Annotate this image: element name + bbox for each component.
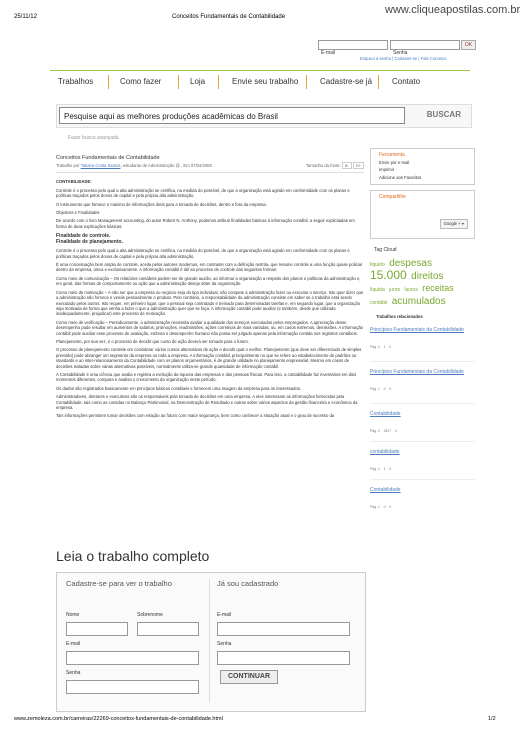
paragraph: O processo de planejamento consiste em considerar vários cursos alternativos de ação e decidir qual o melhor. Planejamento (que deve ser diferenciado de simples previsão) pode abranger um segmento da empresa ou toda a empresa. A informação contábil, principalmente no que se refere ao estabelecimento de padrões ou standards e ao inter-relacionamento da Contabilidade com os planos orçamentários, é de grande utilidade no planejamento empresarial. Mesmo em casos de decisões isoladas sobre várias alternativas possíveis, normalmente utiliza-se grande quantidade de informação contábil. [56, 347, 362, 369]
login-password-field[interactable] [217, 651, 350, 665]
password-label: Senha [66, 670, 81, 676]
tag-cloud [370, 247, 475, 308]
finalidade-planejamento: Finalidade de planejamento. [56, 239, 123, 246]
sidebar [370, 148, 475, 517]
nav-divider [108, 75, 109, 89]
paragraph: Como meio de verificação – Periodicamente, a administração necessita avaliar a qualidade dos serviços executados pelos empregados. A apreciação desse desempenho pode resultar em aumentos de salários, promoções, readmissões, ações corretivas de mais variadas, ou, em casos extremos, demissões. A informação contábil pode auxiliar esse processo de avaliação, embora o desempenho humano não possa ser julgado apenas pela informação contida nos registros contábeis. [56, 319, 363, 336]
tools-title: Ferramenta [379, 152, 405, 158]
top-email-input[interactable]: E-mail [318, 40, 388, 50]
top-password-input[interactable]: Senha [390, 40, 460, 50]
article-heading: CONTABILIDADE: [56, 179, 92, 185]
related-item-title[interactable]: Contabilidade [370, 410, 401, 417]
tool-favorite[interactable]: Adicione aos Favoritos [379, 174, 422, 180]
divider [209, 579, 210, 703]
print-date: 25/11/12 [14, 14, 37, 20]
tag[interactable]: acumulados [391, 296, 446, 308]
paragraph: Controle é o processo pelo qual a alta administração se certifica, na medida do possível, de que a organização está agindo em conformidade com os planos e políticas traçados pelos donos de capital e pela própria alta administração. [56, 187, 350, 199]
ok-button[interactable]: OK [461, 40, 476, 50]
search-button[interactable]: BUSCAR [426, 110, 461, 119]
related-item[interactable]: contabilidade Pág. 1 1 0 [370, 449, 475, 480]
login-password-label: Senha [217, 641, 232, 647]
finalidade-controle: Finalidade de controle. [56, 233, 111, 240]
paragraph: Como meio de motivação – A não ser que a empresa ou negócio seja do tipo individual, não compete à administração fazer ou executar o serviço. Isto quer dizer que a administração não fornece e vende pessoalmente o produto. Pelo contrário, a responsabilidade da administração consiste em saber se o trabalho está sendo executado pelos outros. Isto requer, em primeiro lugar, que o pessoal seja contratado e treinado para determinadas tarefas e, em segundo lugar, que a organização seja motivada de forma que venha a fazer o que a administração quer que se faça. A informação contábil pode auxiliar (e também, desde que utilizada inadequadamente, prejudicar) este processo de motivação. [56, 289, 364, 317]
nav-divider [178, 75, 179, 89]
related-item[interactable]: Princípios Fundamentais da Contabilidade Pág. 1 1 0 [370, 327, 475, 362]
tag[interactable]: contábil [370, 300, 388, 307]
signup-title: Cadastre-se para ver o trabalho [66, 579, 172, 588]
related-item-title[interactable]: contabilidade [370, 448, 400, 455]
forgot-link[interactable]: Esqueci a senha [360, 56, 391, 61]
paragraph: É uma conceituação bem ampla de controle, aceita pelos autores modernos, em contraste com a definição restrita, que resume controle a uma função quase policial dentro da empresa, única e exclusivamente. A informação contábil é útil ao processo de controle das seguintes formas: [56, 262, 362, 273]
google-plus-button[interactable]: Google + ▾ [440, 219, 468, 228]
related-item[interactable]: Contabilidade Pág. 1 0 0 [370, 487, 475, 517]
password-field[interactable] [66, 680, 199, 694]
paragraph: Controle é o processo pelo qual a alta administração se certifica, na medida do possível, de que a organização está agindo em conformidade com os planos e políticas traçados pelos donos de capital e pela própria alta administração. [56, 248, 350, 259]
login-email-label: E-mail [217, 612, 232, 618]
advanced-search-link[interactable]: Fazer busca avançada [68, 135, 119, 141]
article-title: Conceitos Fundamentais de Contabilidade [56, 155, 160, 161]
read-title: Leia o trabalho completo [56, 548, 210, 564]
print-page: 1/2 [488, 716, 496, 722]
nav-divider [378, 75, 379, 89]
paragraph: De acordo com o livro Management accounting, do autor Robert N. Anthony, podemos atribuir finalidades básicas à informação contábil, a seguir explicitadas em forma de duas explicações básicas: [56, 218, 355, 229]
tool-email[interactable]: Envie por e-mail [379, 160, 410, 165]
nav-item-loja[interactable]: Loja [190, 77, 206, 86]
article-body [56, 172, 364, 418]
tag[interactable]: líquida [370, 287, 385, 294]
article [56, 155, 364, 419]
tag[interactable]: direitos [411, 271, 444, 283]
paragraph: Objetivos e Finalidades [56, 210, 100, 216]
related-item-title[interactable]: Princípios Fundamentais da Contabilidade [370, 326, 464, 333]
tag-cloud-list [370, 257, 475, 308]
search-bar [56, 104, 472, 128]
tools-box [370, 148, 475, 185]
related-item[interactable]: Princípios Fundamentais da Contabilidade Pág. 1 0 0 [370, 369, 475, 404]
chevron-down-icon: ▾ [461, 221, 464, 227]
nav-item-envie[interactable]: Envie seu trabalho [232, 77, 299, 86]
article-byline: Trabalho por Tatiana Costa Santos, estudante de Administração @ , Em 07/04/2005 Tamanho da fonte: a- A+ [56, 163, 364, 168]
nav-divider [306, 75, 307, 89]
print-url: www.zemoleza.com.br/carreiras/22269-conceitos-fundamentais-de-contabilidade.html [14, 716, 223, 722]
watermark: www.cliqueapostilas.com.br [385, 4, 520, 16]
tag[interactable]: juros [389, 287, 401, 294]
tag[interactable]: lucros [404, 287, 418, 294]
nav-item-como-fazer[interactable]: Como fazer [120, 77, 162, 86]
contact-link[interactable]: Fale Conosco [420, 56, 447, 61]
related-works [370, 314, 475, 516]
related-item-title[interactable]: Princípios Fundamentais da Contabilidade [370, 368, 464, 375]
login-title: Já sou cadastrado [217, 579, 279, 588]
main-nav [50, 70, 470, 95]
nav-divider [218, 75, 219, 89]
surname-field[interactable] [137, 622, 199, 636]
related-item-title[interactable]: Contabilidade [370, 486, 401, 493]
nav-item-contato[interactable]: Contato [392, 77, 421, 86]
font-increase-button[interactable]: A+ [353, 162, 364, 169]
login-email-field[interactable] [217, 622, 350, 636]
font-size-controls: Tamanho da fonte: a- A+ [306, 163, 364, 168]
signup-link[interactable]: Cadastre-se [394, 56, 418, 61]
search-input[interactable]: Pesquise aqui as melhores produções acadêmicas do Brasil [59, 107, 405, 124]
tag[interactable]: líquido [370, 262, 385, 269]
share-title: Compartilhe [379, 194, 406, 201]
continue-button[interactable]: CONTINUAR [220, 670, 278, 684]
paragraph: Tais informações permitem tomar decisões com relação ao futuro com maior segurança, bem como conhecer a situação atual e o grau de sucesso da [56, 413, 335, 419]
print-title: Conceitos Fundamentais de Contabilidade [172, 14, 286, 20]
read-box [56, 572, 366, 712]
paragraph: Administradores, diretores e executivos são os responsáveis pela tomada de decisões em uma empresa. A eles interessam as informações fornecidas pela Contabilidade, tais como as contidas no Balanço Patrimonial, na Demonstração de Resultado e outras sobre vários aspectos da gestão financeira e econômica da empresa. [56, 394, 358, 410]
tag[interactable]: receitas [422, 283, 454, 294]
name-field[interactable] [66, 622, 128, 636]
font-decrease-button[interactable]: a- [342, 162, 352, 169]
tag-cloud-title: Tag Cloud [374, 247, 397, 254]
nav-item-cadastre[interactable]: Cadastre-se já [320, 77, 373, 86]
email-label: E-mail [66, 641, 81, 647]
share-box [370, 190, 475, 239]
paragraph: O instrumento que fornece o máximo de informações úteis para a tomada de decisões, dentro e fora da empresa. [56, 201, 267, 207]
email-field[interactable] [66, 651, 199, 665]
related-title: Trabalhos relacionados [376, 314, 423, 320]
paragraph: Os dados são registrados basicamente em princípios básicos contábeis e fornecem uma imagem da empresa para os interessados. [56, 385, 302, 391]
paragraph: Como meio de comunicação – Os relatórios contábeis podem ser de grande auxílio, ao informar a organização a respeito dos planos e políticas da administração e, em geral, das formas de comportamento ou ação que a administração deseja obter da organização. [56, 275, 361, 287]
paragraph: Planejamento, por sua vez, é o processo de decidir que curso de ação deverá ser tomado para o futuro. [56, 338, 249, 344]
tool-print[interactable]: Imprimir [379, 167, 395, 173]
name-label: Nome [66, 612, 80, 618]
nav-item-trabalhos[interactable]: Trabalhos [58, 77, 94, 86]
surname-label: Sobrenome [137, 612, 163, 618]
tag[interactable]: 15.000 [370, 268, 407, 283]
related-item[interactable]: Contabilidade Pág. 2 2817 4 [370, 411, 475, 442]
paragraph: A Contabilidade é uma ciência que avalia e registra a evolução da riqueza das empresas e das pessoas físicas. Para isso, a contabilidade faz inventários em dois momentos diferentes, compara e analisa o crescimento da organização neste período. [56, 371, 357, 383]
author-link[interactable]: Tatiana Costa Santos [80, 163, 121, 168]
top-links: Esqueci a senha | Cadastre-se | Fale Conosco [360, 56, 447, 61]
tag[interactable]: despesas [389, 258, 432, 270]
